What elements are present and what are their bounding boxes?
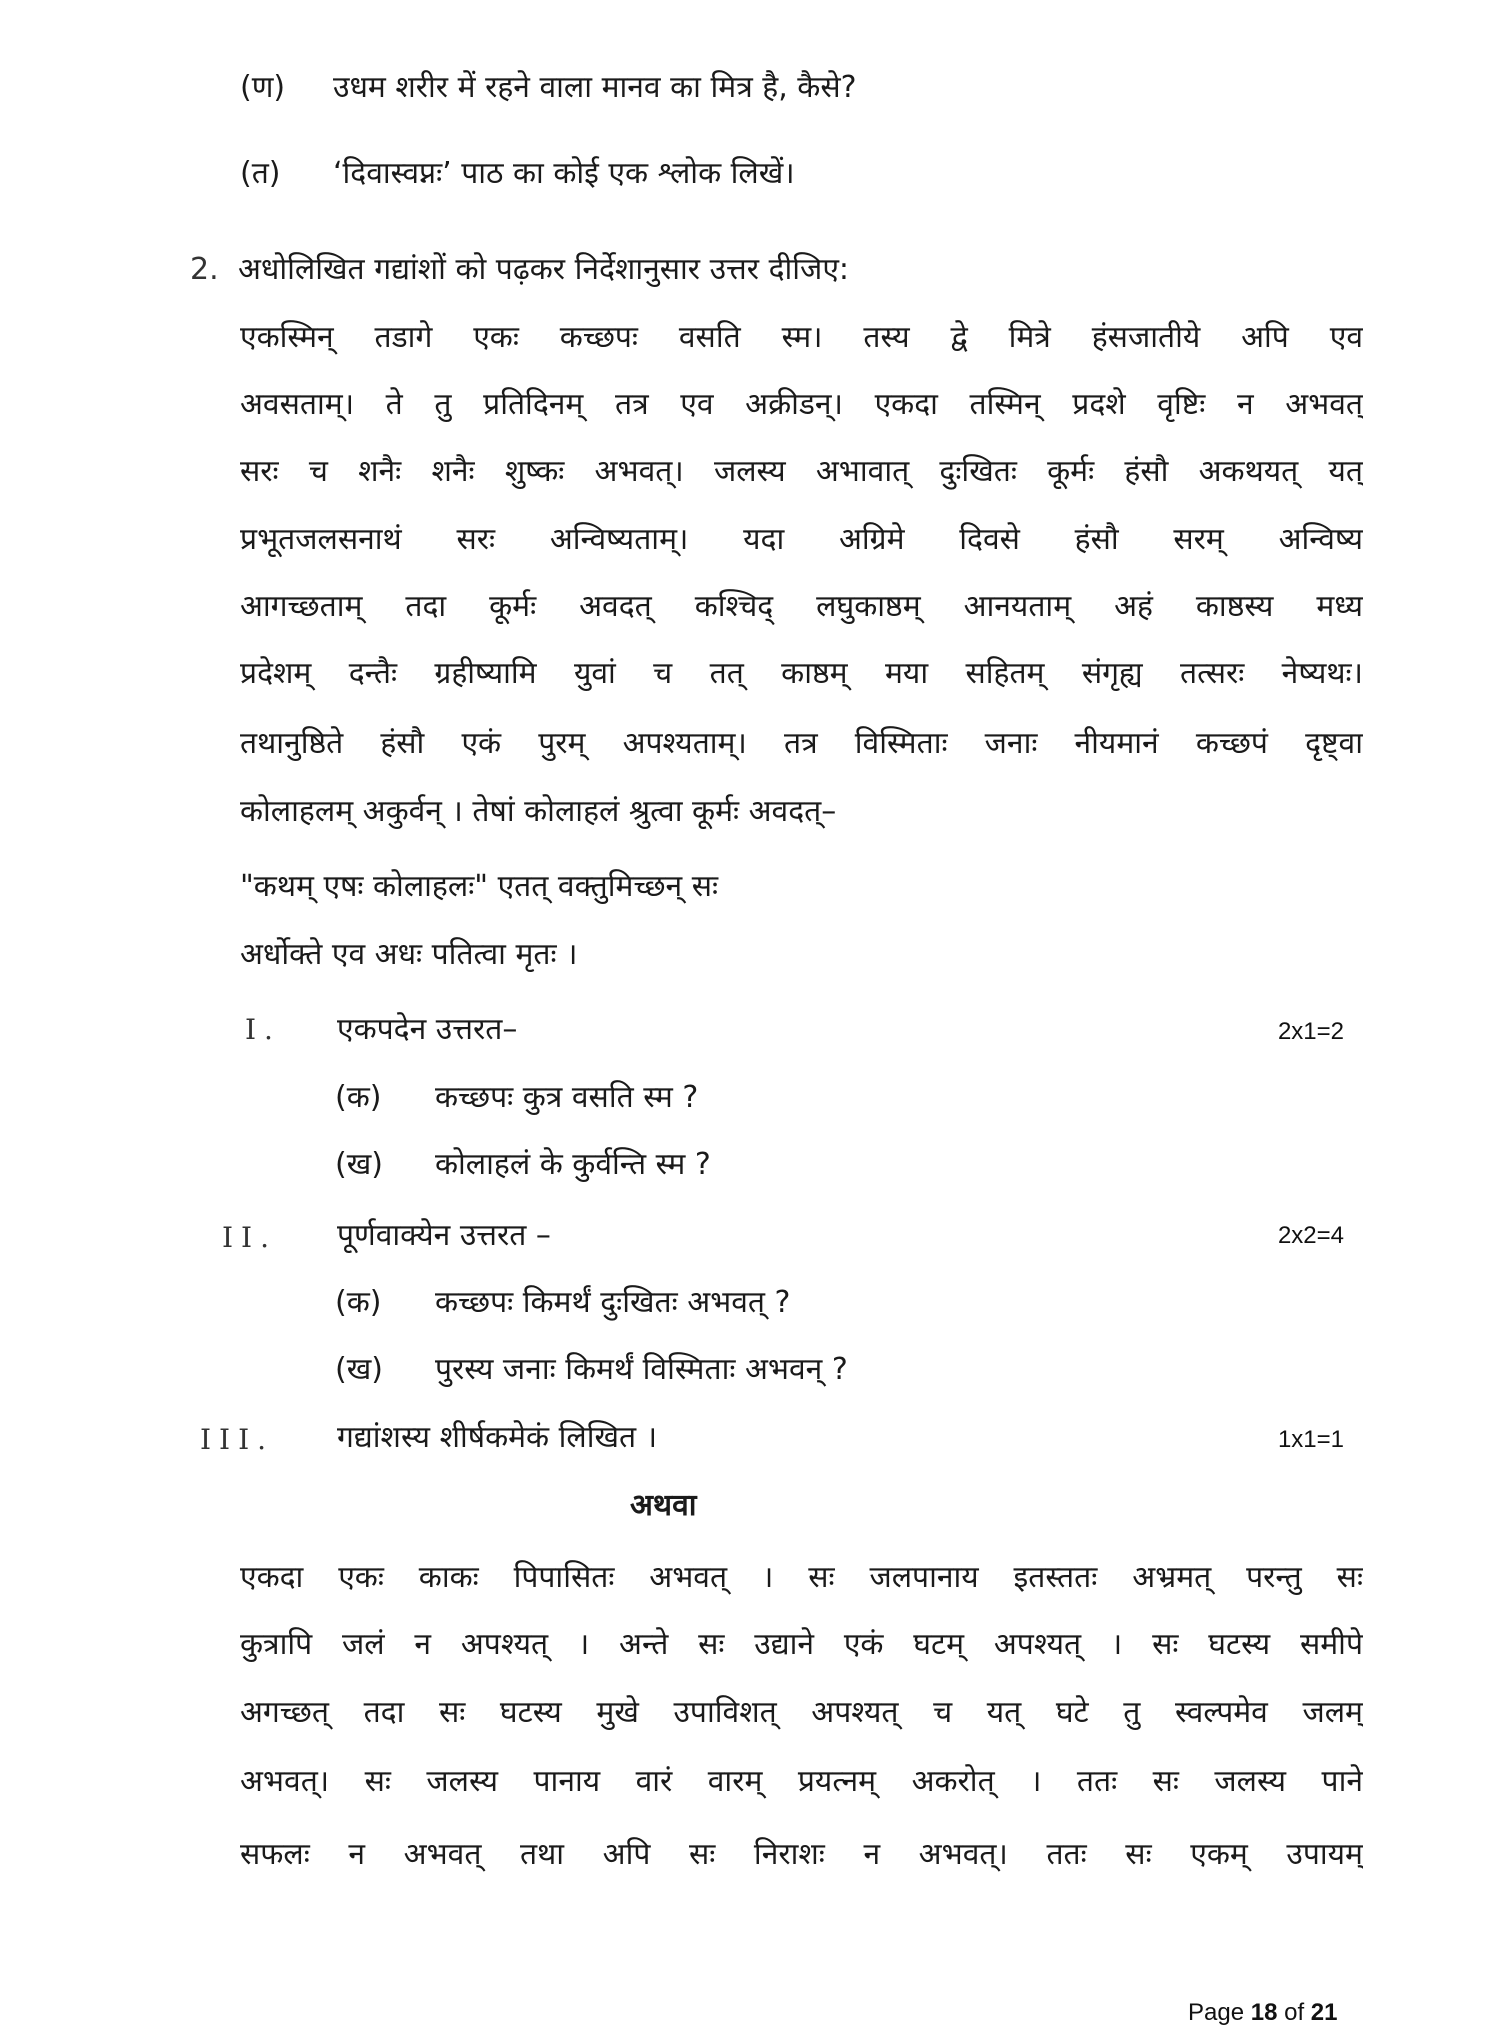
item-text-t: ‘दिवास्वप्नः’ पाठ का कोई एक श्लोक लिखें। — [333, 156, 795, 191]
item-text-n: उधम शरीर में रहने वाला मानव का मित्र है, कैसे? — [333, 70, 857, 105]
question-instruction: अधोलिखित गद्यांशों को पढ़कर निर्देशानुसार उत्तर दीजिए: — [238, 252, 850, 287]
passage2-line: कुत्रापि जलं न अपश्यत् । अन्ते सः उद्याने एकं घटम् अपश्यत् । सः घटस्य समीपे — [240, 1627, 1363, 1662]
passage1-line: प्रभूतजलसनाथं सरः अन्विष्यताम्। यदा अग्रिमे दिवसे हंसौ सरम् अन्विष्य — [240, 522, 1363, 557]
passage1-line: सरः च शनैः शनैः शुष्कः अभवत्। जलस्य अभावात् दुःखितः कूर्मः हंसौ अकथयत् यत् — [240, 454, 1363, 489]
section-marks-1: 2x1=2 — [1277, 1018, 1344, 1045]
passage1-line: अर्धोक्ते एव अधः पतित्वा मृतः । — [240, 937, 578, 972]
section-title-1: एकपदेन उत्तरत– — [337, 1012, 518, 1047]
current-page-number: 18 — [1250, 1999, 1278, 2026]
sub-item-text: पुरस्य जनाः किमर्थं विस्मिताः अभवन् ? — [435, 1352, 848, 1387]
passage2-line: अगच्छत् तदा सः घटस्य मुखे उपाविशत् अपश्यत् च यत् घटे तु स्वल्पमेव जलम् — [240, 1695, 1363, 1730]
question-number: 2. — [190, 252, 219, 287]
sub-item-label: (क) — [335, 1285, 382, 1320]
passage1-line: तथानुष्ठिते हंसौ एकं पुरम् अपश्यताम्। तत्र विस्मिताः जनाः नीयमानं कच्छपं दृष्ट्वा — [240, 726, 1363, 761]
section-numeral-1: I. — [245, 1013, 281, 1046]
item-label-n: (ण) — [240, 70, 286, 105]
section-numeral-3: III. — [200, 1423, 275, 1456]
sub-item-text: कच्छपः किमर्थं दुःखितः अभवत् ? — [435, 1285, 791, 1320]
section-title-3: गद्यांशस्य शीर्षकमेकं लिखित । — [337, 1420, 658, 1455]
sub-item-text: कोलाहलं के कुर्वन्ति स्म ? — [435, 1147, 711, 1182]
passage1-line: प्रदेशम् दन्तैः ग्रहीष्यामि युवां च तत् काष्ठम् मया सहितम् संगृह्य तत्सरः नेष्यथः। — [240, 656, 1363, 691]
section-numeral-2: II. — [222, 1221, 278, 1254]
passage1-line: अवसताम्। ते तु प्रतिदिनम् तत्र एव अक्रीडन्। एकदा तस्मिन् प्रदशे वृष्टिः न अभवत् — [240, 387, 1363, 422]
section-marks-3: 1x1=1 — [1277, 1426, 1344, 1453]
sub-item-text: कच्छपः कुत्र वसति स्म ? — [435, 1080, 699, 1115]
page-word: Page — [1188, 1999, 1245, 2026]
section-title-2: पूर्णवाक्येन उत्तरत – — [337, 1218, 551, 1253]
or-heading: अथवा — [630, 1488, 697, 1523]
total-pages-number: 21 — [1310, 1999, 1338, 2026]
of-word: of — [1284, 1999, 1305, 2026]
item-label-t: (त) — [240, 156, 281, 191]
page-footer — [1188, 1998, 1338, 2028]
section-marks-2: 2x2=4 — [1277, 1222, 1344, 1249]
sub-item-label: (ख) — [335, 1352, 383, 1387]
sub-item-label: (क) — [335, 1080, 382, 1115]
passage1-line: एकस्मिन् तडागे एकः कच्छपः वसति स्म। तस्य द्वे मित्रे हंसजातीये अपि एव — [240, 320, 1363, 355]
passage1-line: कोलाहलम् अकुर्वन् । तेषां कोलाहलं श्रुत्वा कूर्मः अवदत्– — [240, 794, 837, 829]
passage2-line: सफलः न अभवत् तथा अपि सः निराशः न अभवत्। ततः सः एकम् उपायम् — [240, 1837, 1363, 1872]
passage2-line: एकदा एकः काकः पिपासितः अभवत् । सः जलपानाय इतस्ततः अभ्रमत् परन्तु सः — [240, 1560, 1363, 1595]
passage1-line: "कथम् एषः कोलाहलः" एतत् वक्तुमिच्छन् सः — [240, 869, 719, 904]
sub-item-label: (ख) — [335, 1147, 383, 1182]
passage1-line: आगच्छताम् तदा कूर्मः अवदत् कश्चिद् लघुकाष्ठम् आनयताम् अहं काष्ठस्य मध्य — [240, 589, 1363, 624]
passage2-line: अभवत्। सः जलस्य पानाय वारं वारम् प्रयत्नम् अकरोत् । ततः सः जलस्य पाने — [240, 1764, 1363, 1799]
